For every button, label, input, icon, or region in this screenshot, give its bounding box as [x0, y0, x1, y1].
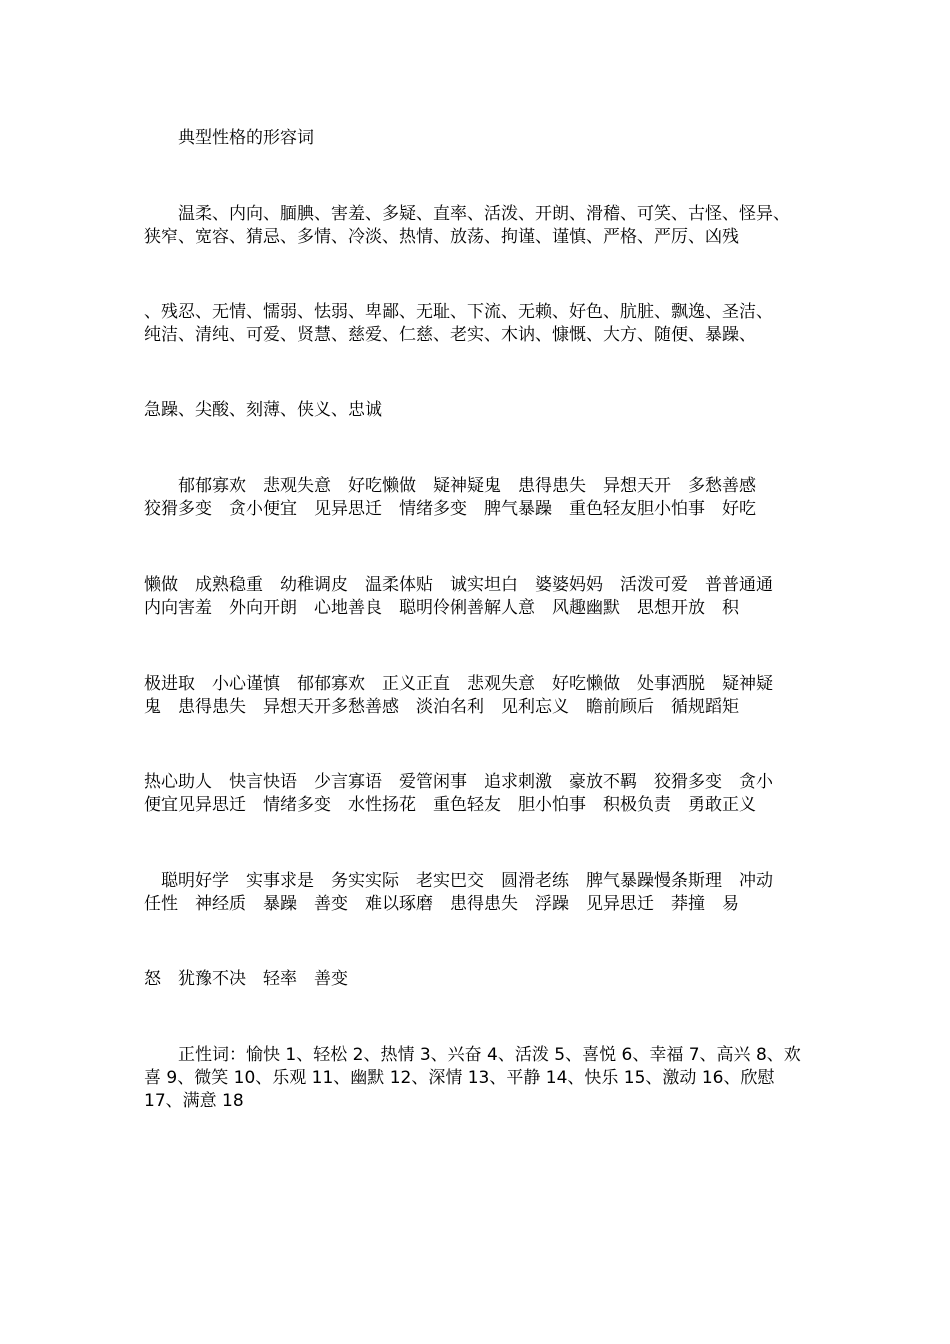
text-line: 热心助人 快言快语 少言寡语 爱管闲事 追求刺激 豪放不羁 狡猾多变 贪小	[144, 772, 773, 792]
text-line: 纯洁、清纯、可爱、贤慧、慈爱、仁慈、老实、木讷、慷慨、大方、随便、暴躁、	[144, 325, 756, 345]
text-line: 17、满意 18	[144, 1091, 244, 1111]
text-line: 聪明好学 实事求是 务实实际 老实巴交 圆滑老练 脾气暴躁慢条斯理 冲动	[144, 871, 773, 891]
text-line: 极进取 小心谨慎 郁郁寡欢 正义正直 悲观失意 好吃懒做 处事洒脱 疑神疑	[144, 674, 773, 694]
text-line: 正性词：愉快 1、轻松 2、热情 3、兴奋 4、活泼 5、喜悦 6、幸福 7、高兴 8、欢	[144, 1045, 801, 1065]
text-line: 喜 9、微笑 10、乐观 11、幽默 12、深情 13、平静 14、快乐 15、激动 16、欣慰	[144, 1068, 775, 1088]
text-line: 郁郁寡欢 悲观失意 好吃懒做 疑神疑鬼 患得患失 异想天开 多愁善感	[144, 476, 756, 496]
text-line: 、残忍、无情、懦弱、怯弱、卑鄙、无耻、下流、无赖、好色、肮脏、飘逸、圣洁、	[144, 302, 773, 322]
text-line: 急躁、尖酸、刻薄、侠义、忠诚	[144, 400, 382, 420]
text-line: 懒做 成熟稳重 幼稚调皮 温柔体贴 诚实坦白 婆婆妈妈 活泼可爱 普普通通	[144, 575, 773, 595]
text-line: 狭窄、宽容、猜忌、多情、冷淡、热情、放荡、拘谨、谨慎、严格、严厉、凶残	[144, 227, 739, 247]
text-line: 怒 犹豫不决 轻率 善变	[144, 969, 348, 989]
text-line: 鬼 患得患失 异想天开多愁善感 淡泊名利 见利忘义 瞻前顾后 循规蹈矩	[144, 697, 739, 717]
text-line: 温柔、内向、腼腆、害羞、多疑、直率、活泼、开朗、滑稽、可笑、古怪、怪异、	[144, 204, 790, 224]
text-line: 狡猾多变 贪小便宜 见异思迁 情绪多变 脾气暴躁 重色轻友胆小怕事 好吃	[144, 499, 756, 519]
text-line: 任性 神经质 暴躁 善变 难以琢磨 患得患失 浮躁 见异思迁 莽撞 易	[144, 894, 739, 914]
document-title: 典型性格的形容词	[144, 128, 314, 148]
text-line: 便宜见异思迁 情绪多变 水性扬花 重色轻友 胆小怕事 积极负责 勇敢正义	[144, 795, 756, 815]
text-line: 内向害羞 外向开朗 心地善良 聪明伶俐善解人意 风趣幽默 思想开放 积	[144, 598, 739, 618]
